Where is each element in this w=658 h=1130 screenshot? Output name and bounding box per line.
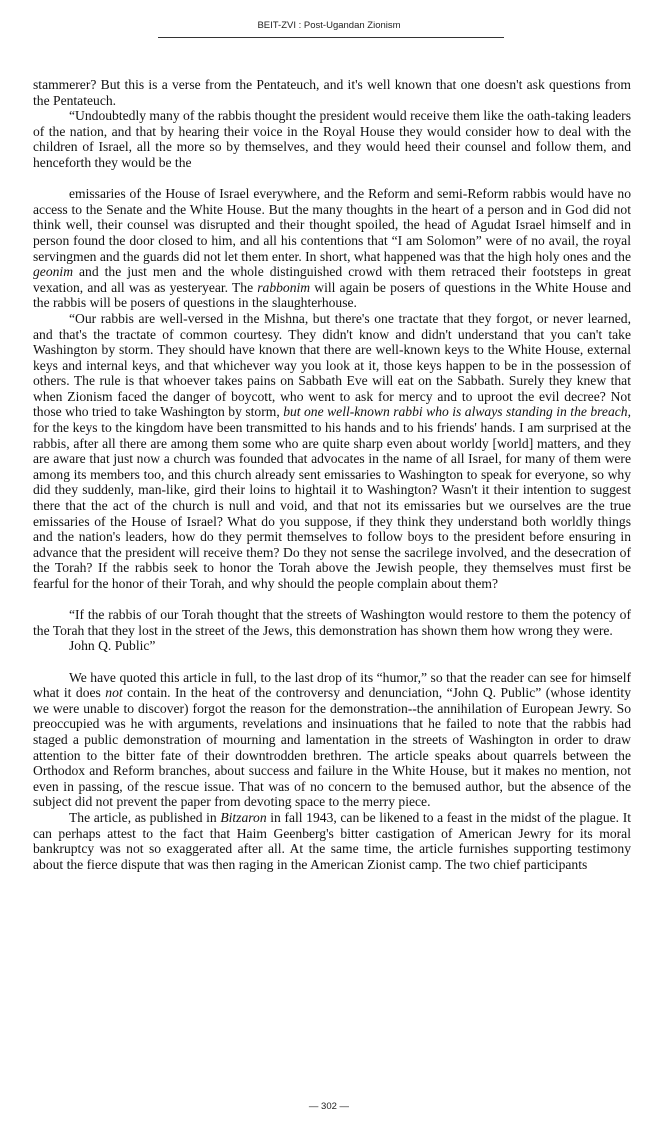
italic-title: Bitzaron — [220, 809, 267, 825]
italic-word: not — [105, 685, 123, 701]
text-run: emissaries of the House of Israel everywhere, and the Reform and semi-Reform rabbis would have no access to the Senate and the White House. But the many thoughts in the heart of a person and in God did not think well, their counsel was disrupted and their thought spoiled, the head of Agudat Israel himself and in person found the door closed to him, and all his contentions that “I am Solomon” were of no avail, the royal servingmen and the guards did not let them enter. In short, what happened was that the high holy ones and the — [33, 186, 631, 264]
page-number: — 302 — — [308, 1101, 350, 1112]
text-run: in fall 1943, can be likened to a feast in the midst of the plague. It can perhaps attest to the fact that Haim Geenberg's bitter castigation of American Jewry for its moral bankruptcy was not so exaggerated after all. At the same time, the article furnishes supporting testimony about the fierce dispute that was then raging in the American Zionist camp. The two chief participants — [33, 809, 631, 872]
text-run: , for the keys to the kingdom have been transmitted to his hands and to his friends' hands. I am surprised at the rabbis, after all there are among them some who are quite sharp even about worldy [world] matters, and they are aware that just now a church was founded that advocates in the name of all Israel, for many of them were among its members too, and this church already sent emissaries to Washington to speak for everyone, so why did they suddenly, man-like, gird their loins to hightail it to Washington? Wasn't it their intention to suggest there that the act of the church is null and void, and that not its emissaries but we ourselves are the true emissaries of the House of Israel? What do you suppose, if they think they understand both worldly things and the nation's leaders, how do they permit themselves to follow boys to the president before ensuring in advance that the president will receive them? Do they not sense the sacrilege involved, and the desecration of the Torah? If the rabbis seek to honor the Torah above the Jewish people, they themselves must first be fearful for the honor of their Torah, and why should the people complain about them? — [33, 404, 632, 591]
italic-phrase: but one well-known rabbi who is always standing in the breach — [283, 404, 628, 420]
paragraph-gap — [33, 654, 631, 670]
text-run: contain. In the heat of the controversy and denunciation, “John Q. Public” (whose identity we were unable to discover) forgot the reason for the demonstration--the annihilation of European Jewry. So preoccupied was he with arguments, revelations and insinuations that he failed to note that the rabbis had staged a public demonstration of mourning and lamentation in the streets of Washington in order to draw attention to the bitter fate of their downtrodden brethren. The article speaks about quarrels between the Orthodox and Reform branches, about success and failure in the White House, but it makes no mention, not even in passing, of the rescue issue. That was of no concern to the bemused author, but the absence of the subject did not prevent the paper from devoting space to the merry piece. — [33, 685, 631, 810]
page-body — [33, 77, 631, 872]
text-run: We have quoted this article in full, to the last drop of its “humor,” so that the reader can see for himself what it does — [33, 669, 631, 701]
paragraph: stammerer? But this is a verse from the Pentateuch, and it's well known that one doesn't ask questions from the Pentateuch. — [33, 77, 631, 108]
paragraph-gap — [33, 171, 631, 187]
paragraph: “If the rabbis of our Torah thought that the streets of Washington would restore to them the potency of the Torah that they lost in the street of the Jews, this demonstration has shown them how wrong they were. — [33, 607, 631, 638]
header-rule — [158, 37, 504, 38]
text-run: will again be posers of questions in the White House and the rabbis will be posers of questions in the slaughterhouse. — [33, 279, 631, 311]
paragraph: “Undoubtedly many of the rabbis thought the president would receive them like the oath-taking leaders of the nation, and that by hearing their voice in the Royal House they would consider how to deal with the children of Israel, all the more so by themselves, and they would heed their counsel and follow them, and henceforth they would be the — [33, 108, 631, 170]
text-run: and the just men and the whole distinguished crowd with them retraced their footsteps in great vexation, and all was as yesteryear. The — [33, 264, 631, 295]
text-run: The article, as published in — [69, 809, 221, 825]
signature: John Q. Public” — [69, 638, 156, 654]
italic-term: geonim — [33, 264, 74, 280]
text-run: “Our rabbis are well-versed in the Mishna, but there's one tractate that they forgot, or never learned, and that's the tractate of common courtesy. They didn't know and didn't understand that you can't take Washington by storm. They should have known that there are well-known keys to the White House, external keys and internal keys, and that whichever way you look at it, those keys happen to be in the possession of others. The rule is that whoever takes pains on Sabbath Eve will eat on the Sabbath. Surely they knew that when Zionism faced the danger of boycott, who went to ask for mercy and to uproot the evil decree? Not those who tried to take Washington by storm, — [33, 310, 631, 420]
italic-term: rabbonim — [257, 279, 311, 295]
paragraph — [33, 670, 631, 810]
running-header: BEIT-ZVI : Post-Ugandan Zionism — [257, 20, 401, 31]
paragraph — [33, 311, 631, 592]
paragraph-gap — [33, 592, 631, 608]
paragraph — [33, 186, 631, 311]
paragraph — [33, 810, 631, 872]
